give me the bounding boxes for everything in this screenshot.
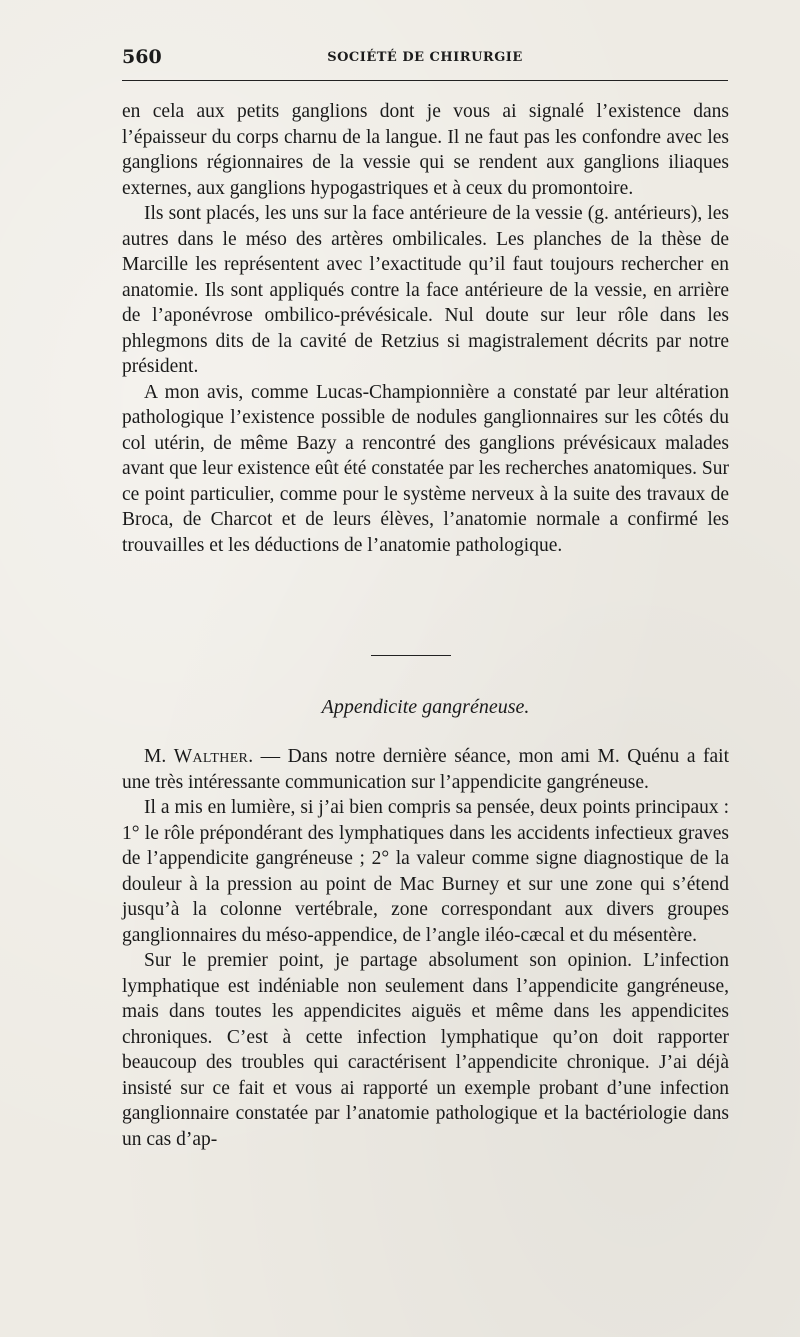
page-number: 560 bbox=[122, 46, 162, 68]
paragraph-text: Dans notre dernière séance, mon ami M. Quénu a fait une très intéressante communication sur l’appendicite gangréneuse. bbox=[122, 746, 729, 793]
paragraph: Il a mis en lumière, si j’ai bien compris sa pensée, deux points principaux : 1° le rôle prépondérant des lymphatiques dans les accidents infectieux graves de l’appendicite gangréneuse ; 2° la valeur comme signe diagnostique de la douleur à la pression au point de Mac Burney et sur une zone qui s’étend jusqu’à la colonne vertébrale, zone correspondant aux divers groupes ganglionnaires du méso-appendice, de l’angle iléo-cæcal et du mésentère. bbox=[122, 797, 729, 946]
paragraph: en cela aux petits ganglions dont je vous ai signalé l’existence dans l’épaisseur du corps charnu de la langue. Il ne faut pas les confondre avec les ganglions régionnaires de la vessie qui se rendent aux ganglions iliaques externes, aux ganglions hypogastriques et à ceux du promontoire. bbox=[122, 101, 729, 199]
paragraph-speaker bbox=[122, 744, 729, 795]
speaker-suffix: . — bbox=[248, 746, 281, 767]
header-rule bbox=[122, 80, 728, 81]
speaker-name: Walther bbox=[173, 746, 249, 767]
journal-title: SOCIÉTÉ DE CHIRURGIE bbox=[327, 50, 523, 65]
speaker-prefix: M. bbox=[144, 746, 174, 767]
body-text-section bbox=[122, 744, 729, 1152]
body-text-continued bbox=[122, 99, 729, 558]
section-title: Appendicite gangréneuse. bbox=[321, 696, 530, 718]
paragraph: A mon avis, comme Lucas-Championnière a constaté par leur altération pathologique l’existence possible de nodules ganglionnaires sur les côtés du col utérin, de même Bazy a rencontré des ganglions prévésicaux malades avant que leur existence eût été constatée par les recherches anatomiques. Sur ce point particulier, comme pour le système nerveux à la suite des travaux de Broca, de Charcot et de leurs élèves, l’anatomie normale a confirmé les trouvailles et les déductions de l’anatomie pathologique. bbox=[122, 381, 729, 556]
section-divider bbox=[371, 655, 451, 656]
running-head bbox=[122, 44, 728, 72]
paragraph: Ils sont placés, les uns sur la face antérieure de la vessie (g. antérieurs), les autres dans le méso des artères ombilicales. Les planches de la thèse de Marcille les représentent avec l’exactitude qu’il faut toujours rechercher en anatomie. Ils sont appliqués contre la face antérieure de la vessie, en arrière de l’aponévrose ombilico-prévésicale. Nul doute sur leur rôle dans les phlegmons dits de la cavité de Retzius si magistralement décrits par notre président. bbox=[122, 203, 729, 377]
paragraph: Sur le premier point, je partage absolument son opinion. L’infection lymphatique est indéniable non seulement dans l’appendicite gangréneuse, mais dans toutes les appendicites aiguës et même dans les appendicites chroniques. C’est à cette infection lymphatique qu’on doit rapporter beaucoup des troubles qui caractérisent l’appendicite chronique. J’ai déjà insisté sur ce fait et vous ai rapporté un exemple probant d’une infection ganglionnaire constatée par l’anatomie pathologique et la bactériologie dans un cas d’ap- bbox=[122, 950, 729, 1150]
